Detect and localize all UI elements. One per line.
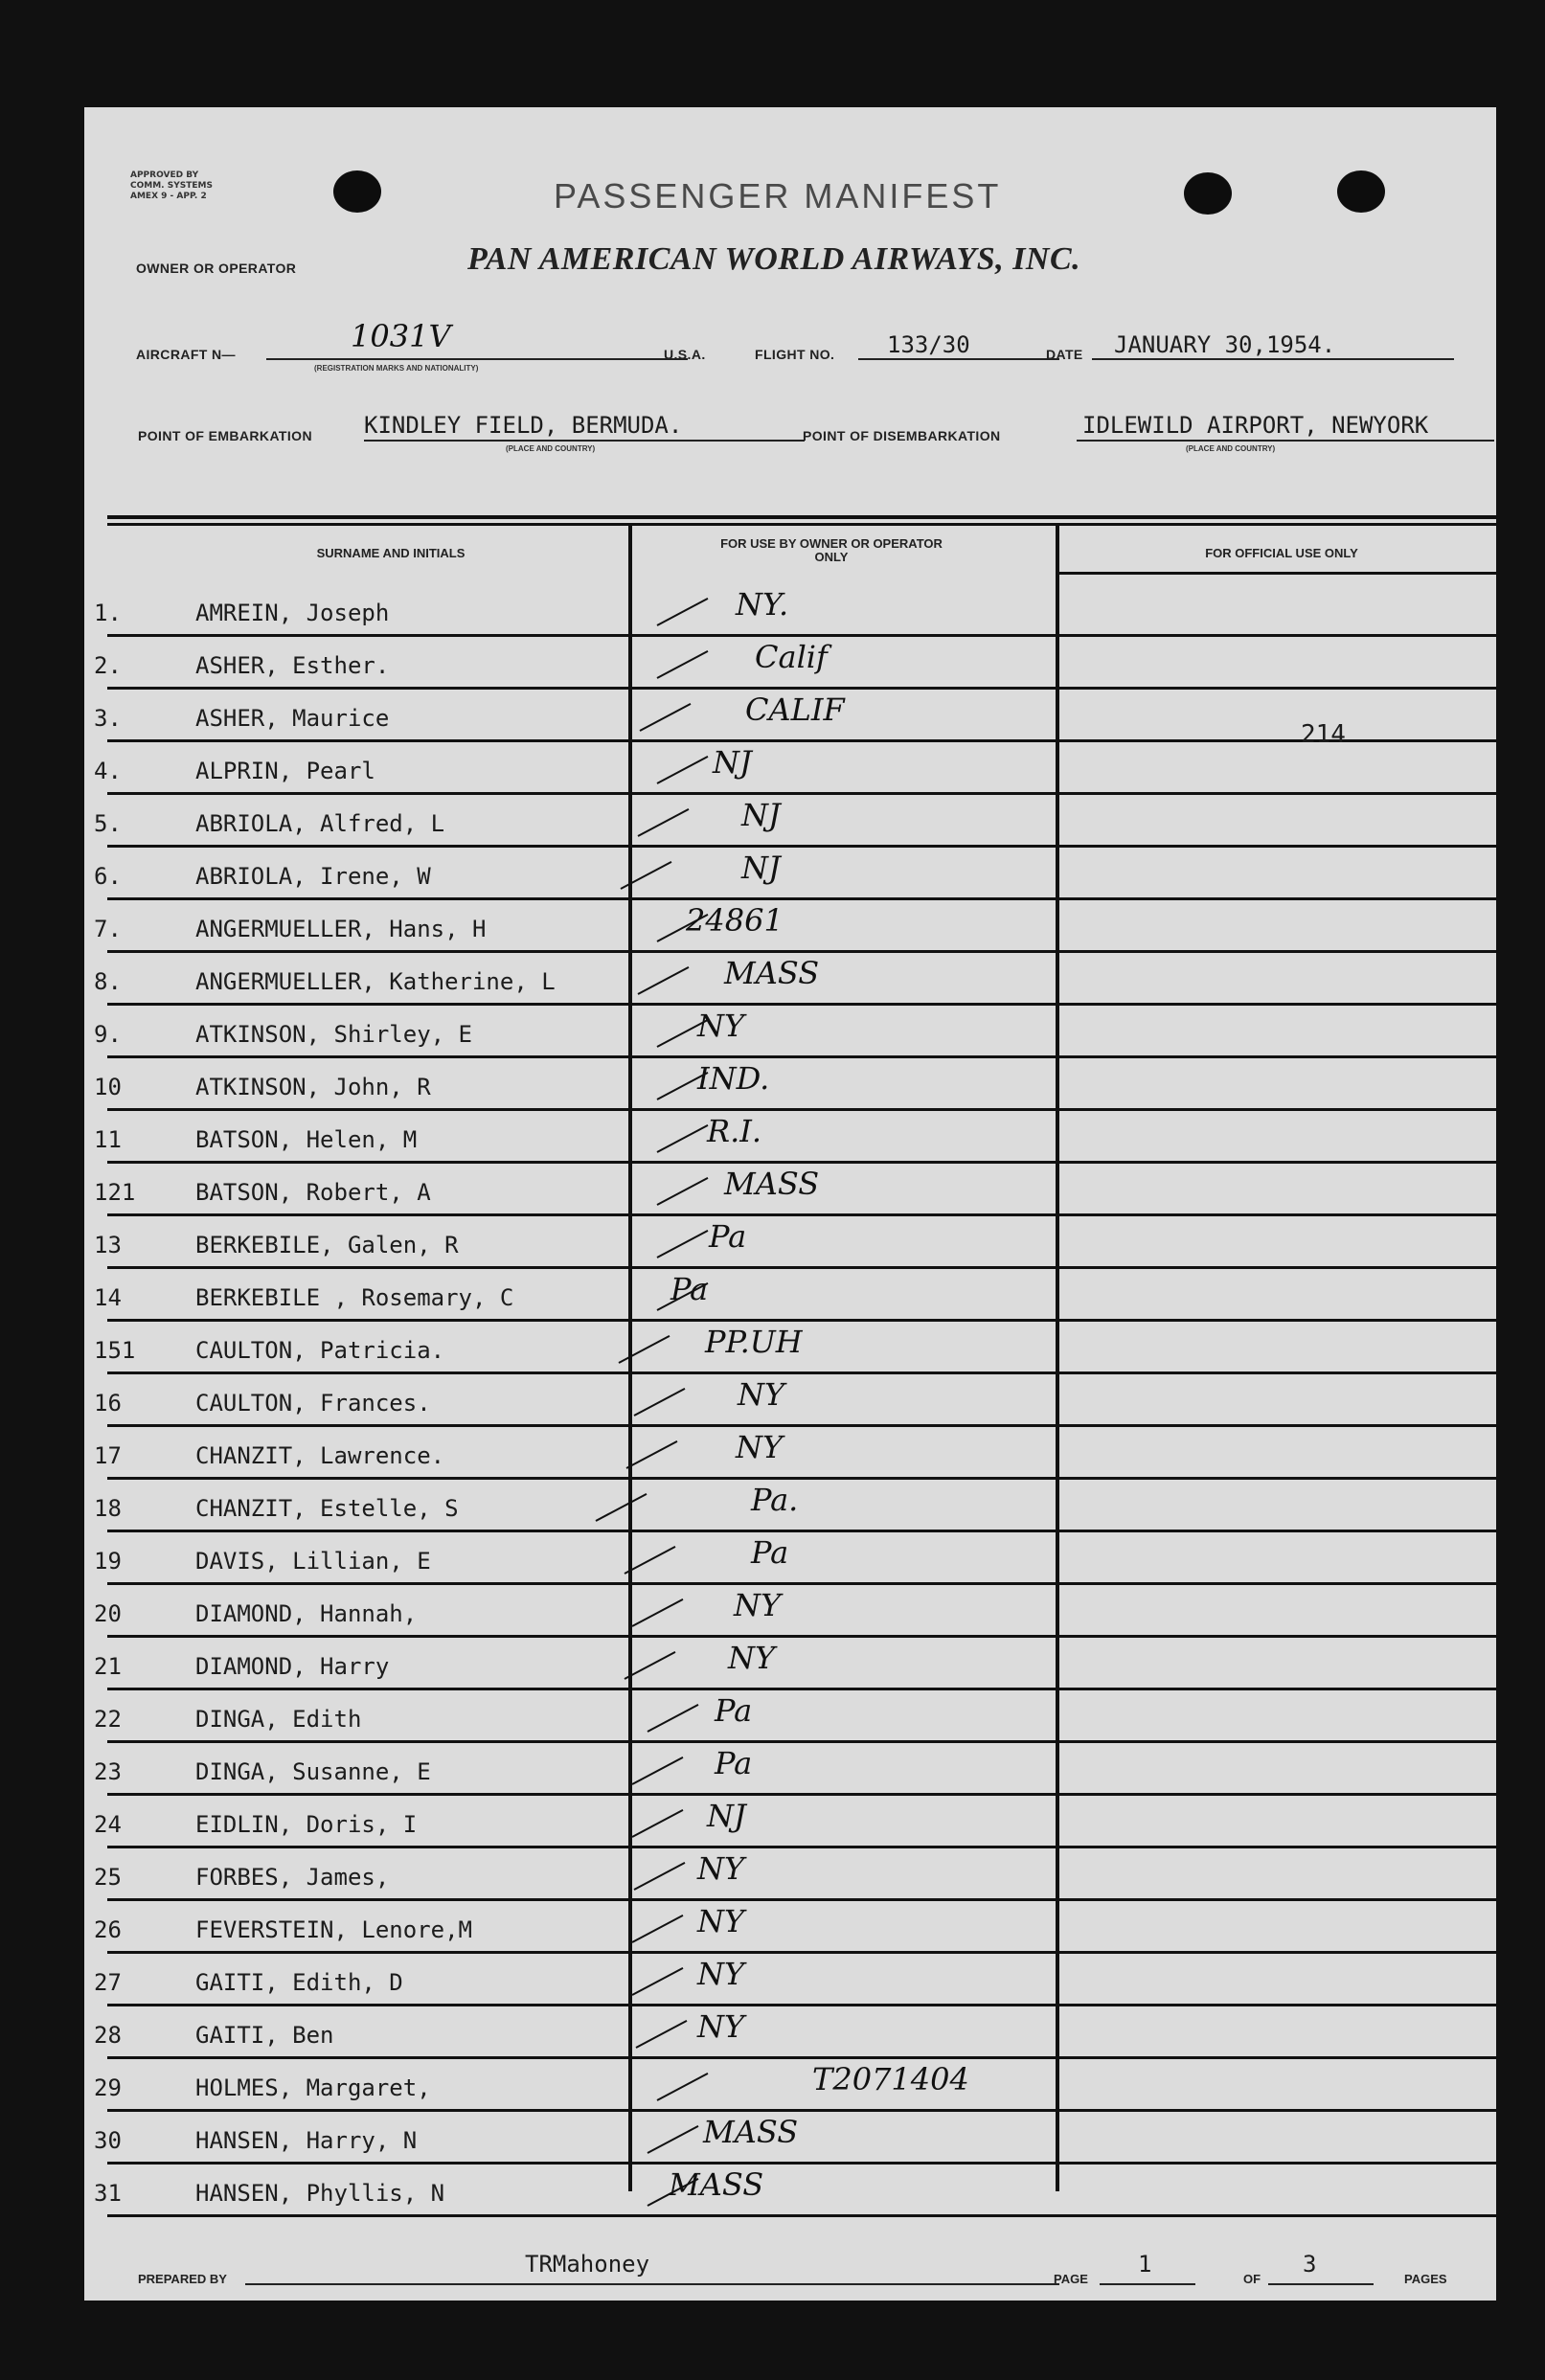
table-row (84, 1585, 1496, 1638)
check-mark-icon (632, 1809, 684, 1838)
row-number: 27 (94, 1969, 122, 1996)
table-row (84, 584, 1496, 637)
check-mark-icon (632, 1757, 684, 1785)
table-row (84, 1638, 1496, 1690)
check-mark-icon (596, 1493, 648, 1522)
passenger-state: IND. (697, 1060, 770, 1097)
embark-sub: (PLACE AND COUNTRY) (506, 444, 596, 453)
passenger-name: CAULTON, Frances. (195, 1390, 431, 1417)
passenger-name: BERKEBILE , Rosemary, C (195, 1284, 514, 1311)
passenger-name: GAITI, Ben (195, 2022, 334, 2049)
table-row (84, 795, 1496, 848)
passenger-name: FEVERSTEIN, Lenore,M (195, 1916, 472, 1943)
row-number: 23 (94, 1758, 122, 1785)
row-number: 26 (94, 1916, 122, 1943)
page-title: PASSENGER MANIFEST (554, 176, 1002, 215)
date-underline (1092, 358, 1454, 360)
page-label: PAGE (1054, 2272, 1088, 2286)
row-number: 30 (94, 2127, 122, 2154)
check-mark-icon (640, 703, 692, 732)
row-number: 29 (94, 2074, 122, 2101)
table-row (84, 1164, 1496, 1216)
row-number: 151 (94, 1337, 136, 1364)
passenger-name: AMREIN, Joseph (195, 600, 390, 626)
table-row (84, 1532, 1496, 1585)
row-number: 5. (94, 810, 122, 837)
table-row (84, 690, 1496, 742)
passenger-state: Pa (709, 1218, 747, 1255)
passenger-state: MASS (724, 1166, 820, 1202)
check-mark-icon (638, 966, 690, 995)
table-row (84, 1743, 1496, 1796)
passenger-state: NY (697, 1008, 745, 1044)
table-row (84, 637, 1496, 690)
passenger-name: BATSON, Helen, M (195, 1126, 418, 1153)
table-row (84, 1954, 1496, 2006)
row-number: 2. (94, 652, 122, 679)
check-mark-icon (626, 1440, 678, 1469)
passenger-name: DAVIS, Lillian, E (195, 1548, 431, 1575)
header-divider (1059, 572, 1496, 575)
passenger-name: ANGERMUELLER, Hans, H (195, 916, 487, 942)
row-number: 13 (94, 1232, 122, 1258)
check-mark-icon (632, 1915, 684, 1943)
table-row (84, 953, 1496, 1006)
passenger-name: ABRIOLA, Irene, W (195, 863, 431, 890)
table-row (84, 1322, 1496, 1374)
of-underline (1268, 2283, 1374, 2285)
usa-label: U.S.A. (664, 347, 706, 362)
table-row (84, 2112, 1496, 2165)
table-row (84, 1058, 1496, 1111)
passenger-state: Pa (715, 1692, 753, 1729)
row-number: 22 (94, 1706, 122, 1733)
row-number: 9. (94, 1021, 122, 1048)
row-number: 16 (94, 1390, 122, 1417)
check-mark-icon (632, 1967, 684, 1996)
table-row (84, 848, 1496, 900)
punch-hole-right-1 (1184, 172, 1232, 215)
owner-label: OWNER OR OPERATOR (136, 261, 297, 276)
passenger-state: NY. (736, 586, 789, 623)
row-number: 8. (94, 968, 122, 995)
pages-label: PAGES (1404, 2272, 1447, 2286)
table-top-border-2 (107, 523, 1496, 526)
aircraft-sub: (REGISTRATION MARKS AND NATIONALITY) (314, 364, 479, 373)
check-mark-icon (657, 1230, 709, 1258)
passenger-state: NJ (713, 744, 752, 781)
table-row (84, 2059, 1496, 2112)
passenger-state: NJ (741, 797, 781, 833)
of-value: 3 (1303, 2251, 1317, 2278)
passenger-state: 24861 (686, 902, 784, 939)
row-number: 1. (94, 600, 122, 626)
check-mark-icon (657, 1124, 709, 1153)
row-number: 7. (94, 916, 122, 942)
passenger-name: FORBES, James, (195, 1864, 390, 1891)
passenger-name: GAITI, Edith, D (195, 1969, 403, 1996)
row-number: 21 (94, 1653, 122, 1680)
passenger-name: CHANZIT, Estelle, S (195, 1495, 459, 1522)
passenger-name: CHANZIT, Lawrence. (195, 1442, 445, 1469)
embark-value: KINDLEY FIELD, BERMUDA. (364, 412, 683, 439)
row-number: 25 (94, 1864, 122, 1891)
table-row (84, 900, 1496, 953)
row-number: 24 (94, 1811, 122, 1838)
passenger-name: DIAMOND, Hannah, (195, 1600, 418, 1627)
passenger-name: HANSEN, Harry, N (195, 2127, 418, 2154)
table-row (84, 2006, 1496, 2059)
table-top-border (107, 515, 1496, 519)
column-header-surname: SURNAME AND INITIALS (316, 546, 466, 560)
passenger-state: MASS (669, 2166, 764, 2203)
disembark-value: IDLEWILD AIRPORT, NEWYORK (1082, 412, 1429, 439)
passenger-state: NY (734, 1587, 782, 1623)
date-label: DATE (1046, 347, 1083, 362)
check-mark-icon (657, 756, 709, 784)
table-row (84, 1848, 1496, 1901)
column-header-owner-use: FOR USE BY OWNER OR OPERATOR ONLY (720, 536, 943, 564)
aircraft-label: AIRCRAFT N— (136, 347, 236, 362)
row-number: 19 (94, 1548, 122, 1575)
check-mark-icon (634, 1388, 686, 1417)
passenger-state: R.I. (707, 1113, 762, 1149)
passenger-state: NY (736, 1429, 784, 1465)
passenger-state: T2071404 (812, 2061, 969, 2097)
table-row (84, 1216, 1496, 1269)
check-mark-icon (619, 1335, 670, 1364)
row-number: 121 (94, 1179, 136, 1206)
table-row (84, 2165, 1496, 2217)
row-number: 4. (94, 758, 122, 784)
passenger-name: ALPRIN, Pearl (195, 758, 375, 784)
passenger-name: CAULTON, Patricia. (195, 1337, 445, 1364)
passenger-state: NY (738, 1376, 785, 1413)
official-note: 214 (1301, 720, 1346, 749)
passenger-name: BERKEBILE, Galen, R (195, 1232, 459, 1258)
passenger-state: NY (697, 2008, 745, 2045)
passenger-name: EIDLIN, Doris, I (195, 1811, 418, 1838)
table-row (84, 1901, 1496, 1954)
passenger-state: Pa (715, 1745, 753, 1781)
aircraft-value: 1031V (351, 318, 451, 354)
passenger-state: NJ (707, 1798, 746, 1834)
row-number: 20 (94, 1600, 122, 1627)
of-label: OF (1243, 2272, 1261, 2286)
passenger-name: BATSON, Robert, A (195, 1179, 431, 1206)
punch-hole-right-2 (1337, 170, 1385, 213)
check-mark-icon (657, 598, 709, 626)
passenger-name: HANSEN, Phyllis, N (195, 2180, 445, 2207)
disembark-sub: (PLACE AND COUNTRY) (1186, 444, 1276, 453)
table-row (84, 1690, 1496, 1743)
row-number: 14 (94, 1284, 122, 1311)
row-number: 11 (94, 1126, 122, 1153)
aircraft-underline (266, 358, 688, 360)
flight-label: FLIGHT NO. (755, 347, 835, 362)
passenger-name: ASHER, Maurice (195, 705, 390, 732)
check-mark-icon (648, 2125, 699, 2154)
passenger-state: PP.UH (705, 1324, 803, 1360)
passenger-name: HOLMES, Margaret, (195, 2074, 431, 2101)
page-value: 1 (1138, 2251, 1152, 2278)
flight-underline (858, 358, 1059, 360)
table-row (84, 1796, 1496, 1848)
passenger-state: MASS (703, 2114, 799, 2150)
check-mark-icon (648, 1704, 699, 1733)
passenger-name: DINGA, Edith (195, 1706, 362, 1733)
prepared-by-value: TRMahoney (525, 2251, 650, 2278)
passenger-state: Calif (755, 639, 828, 675)
form-approval-stamp: APPROVED BY COMM. SYSTEMS AMEX 9 - APP. 2 (130, 170, 213, 201)
passenger-name: ASHER, Esther. (195, 652, 390, 679)
passenger-name: DINGA, Susanne, E (195, 1758, 431, 1785)
page-underline (1100, 2283, 1195, 2285)
passenger-state: NY (697, 1903, 745, 1939)
check-mark-icon (621, 861, 672, 890)
owner-value: PAN AMERICAN WORLD AIRWAYS, INC. (467, 241, 1081, 277)
check-mark-icon (632, 1598, 684, 1627)
column-header-official-use: FOR OFFICIAL USE ONLY (1205, 546, 1358, 560)
passenger-state: Pa (670, 1271, 709, 1307)
manifest-page (84, 107, 1496, 2301)
embark-underline (364, 440, 805, 442)
passenger-state: NJ (741, 850, 781, 886)
passenger-state: Pa (751, 1534, 789, 1571)
table-row (84, 1480, 1496, 1532)
check-mark-icon (625, 1546, 676, 1575)
flight-value: 133/30 (887, 331, 970, 358)
passenger-name: ABRIOLA, Alfred, L (195, 810, 445, 837)
passenger-state: NY (697, 1850, 745, 1887)
row-number: 6. (94, 863, 122, 890)
passenger-name: ANGERMUELLER, Katherine, L (195, 968, 556, 995)
row-number: 17 (94, 1442, 122, 1469)
date-value: JANUARY 30,1954. (1114, 331, 1336, 358)
table-row (84, 1006, 1496, 1058)
disembark-label: POINT OF DISEMBARKATION (803, 428, 1001, 443)
embark-label: POINT OF EMBARKATION (138, 428, 312, 443)
prepared-by-label: PREPARED BY (138, 2272, 227, 2286)
table-row (84, 1269, 1496, 1322)
passenger-state: CALIF (745, 691, 845, 728)
disembark-underline (1077, 440, 1494, 442)
table-row (84, 1374, 1496, 1427)
check-mark-icon (636, 2020, 688, 2049)
prepared-by-underline (245, 2283, 1059, 2285)
punch-hole-left (333, 170, 381, 213)
row-rule (107, 2214, 1496, 2217)
check-mark-icon (657, 1177, 709, 1206)
check-mark-icon (625, 1651, 676, 1680)
passenger-state: MASS (724, 955, 820, 991)
row-number: 28 (94, 2022, 122, 2049)
table-row (84, 1427, 1496, 1480)
check-mark-icon (634, 1862, 686, 1891)
table-row (84, 1111, 1496, 1164)
passenger-state: Pa. (751, 1482, 799, 1518)
row-number: 31 (94, 2180, 122, 2207)
check-mark-icon (657, 2073, 709, 2101)
passenger-state: NY (697, 1956, 745, 1992)
check-mark-icon (657, 650, 709, 679)
passenger-name: ATKINSON, Shirley, E (195, 1021, 472, 1048)
row-number: 10 (94, 1074, 122, 1100)
table-row (84, 742, 1496, 795)
passenger-name: ATKINSON, John, R (195, 1074, 431, 1100)
check-mark-icon (638, 808, 690, 837)
row-number: 18 (94, 1495, 122, 1522)
passenger-name: DIAMOND, Harry (195, 1653, 390, 1680)
passenger-state: NY (728, 1640, 776, 1676)
row-number: 3. (94, 705, 122, 732)
